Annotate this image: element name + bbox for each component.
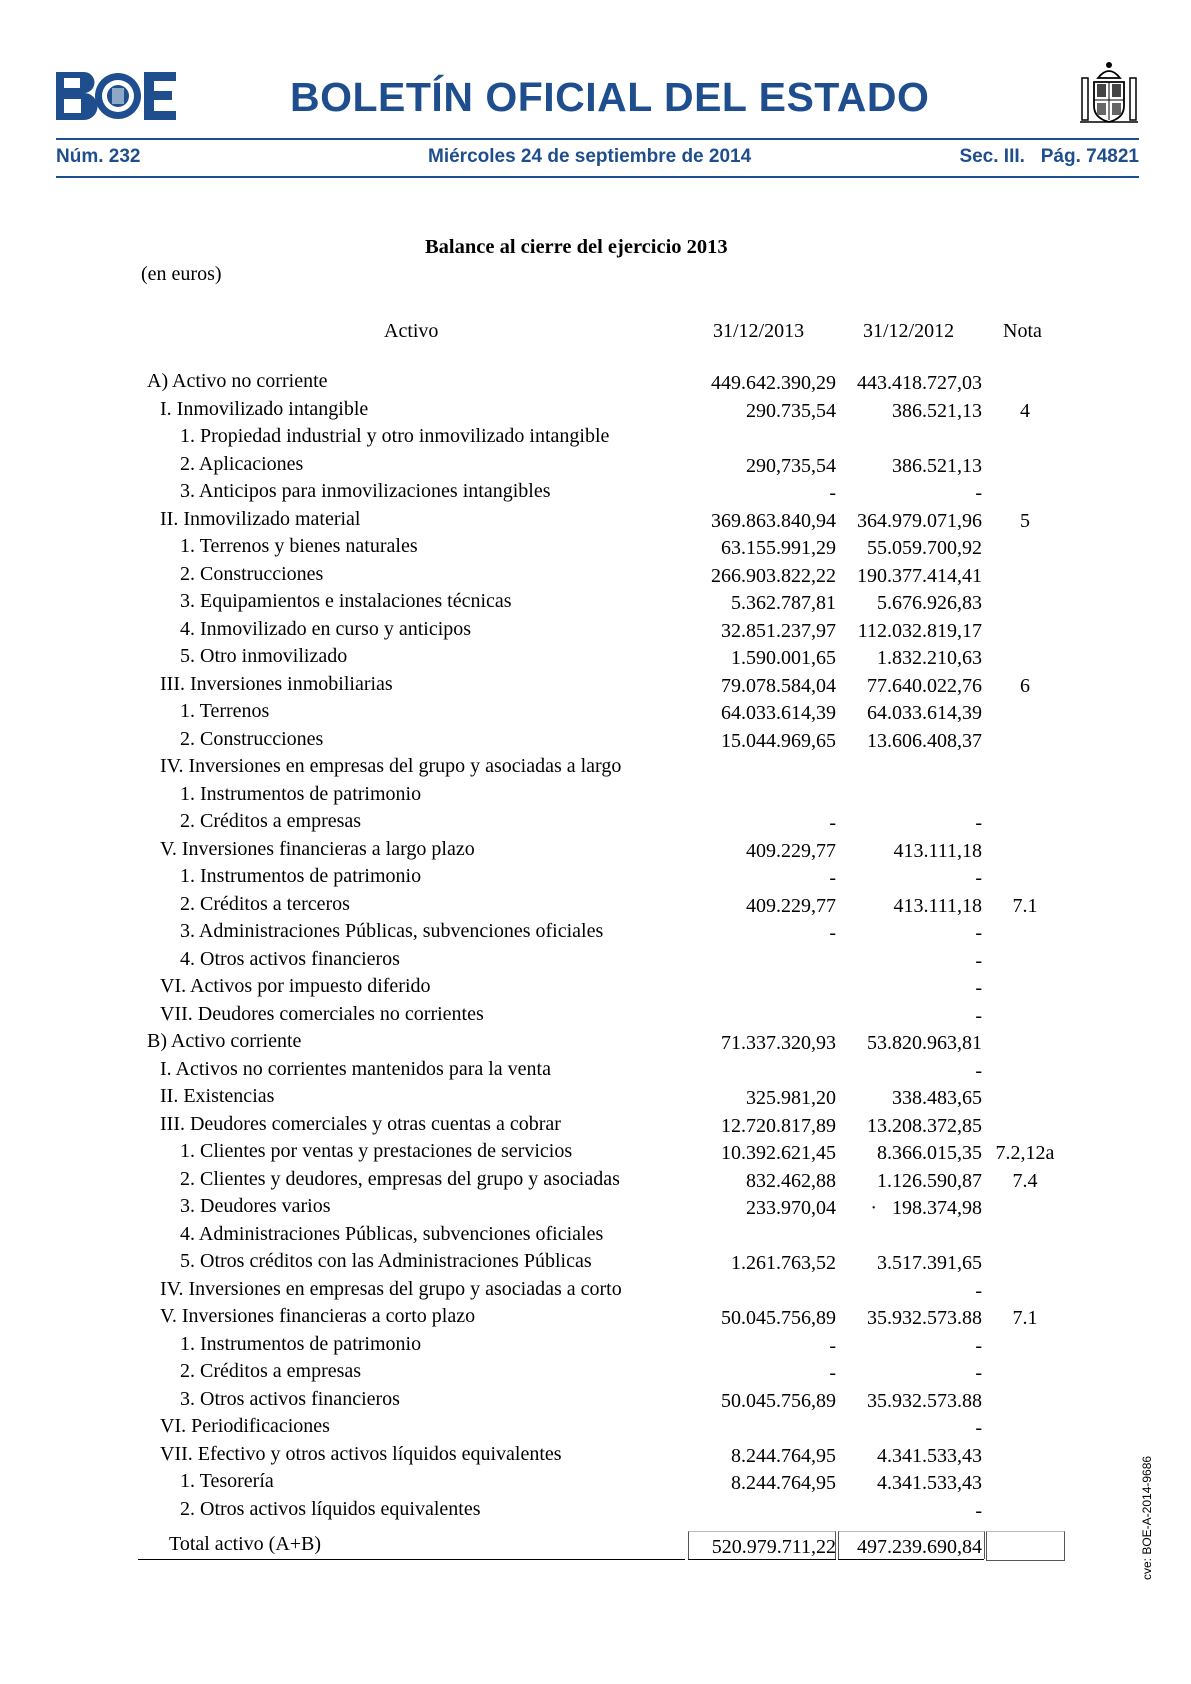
row-value-2013: 12.720.817,89: [721, 1114, 836, 1137]
coat-of-arms-icon: [1078, 60, 1140, 126]
row-value-2013: 50.045.756,89: [721, 1389, 836, 1412]
row-label: 2. Otros activos líquidos equivalentes: [180, 1497, 481, 1520]
row-value-2013: 1.261.763,52: [731, 1252, 836, 1274]
section-page: Sec. III. Pág. 74821: [959, 146, 1139, 167]
publication-title: BOLETÍN OFICIAL DEL ESTADO: [290, 74, 930, 120]
total-rule-2012: [838, 1559, 984, 1560]
row-label: 5. Otro inmovilizado: [180, 645, 348, 667]
row-label: 2. Clientes y deudores, empresas del grupo y asociadas: [180, 1167, 620, 1190]
row-label: 1. Terrenos: [180, 700, 270, 722]
table-row: [0, 673, 1191, 700]
row-nota: 5: [1020, 509, 1030, 532]
row-value-2013: 449.642.390,29: [711, 372, 836, 394]
table-row: [0, 810, 1191, 837]
row-value-2013: 233.970,04: [746, 1197, 836, 1219]
total-value-2013: 520.979.711,22: [711, 1536, 836, 1558]
table-row: [0, 618, 1191, 645]
table-row: [0, 1278, 1191, 1305]
table-row: [0, 1058, 1191, 1085]
table-row: [0, 425, 1191, 452]
table-row: [0, 783, 1191, 810]
table-row: [0, 1003, 1191, 1030]
row-label: VII. Deudores comerciales no corrientes: [160, 1002, 484, 1025]
table-row: [0, 1415, 1191, 1442]
table-row: [0, 1140, 1191, 1167]
row-label: 2. Construcciones: [180, 727, 324, 750]
row-value-2012: · 198.374,98: [870, 1197, 982, 1219]
boe-logo: [56, 72, 176, 120]
table-row: [0, 893, 1191, 920]
row-value-2012: 386.521,13: [892, 399, 982, 422]
table-row: [0, 563, 1191, 590]
row-value-2012: -: [975, 1417, 982, 1439]
row-value-2013: 63.155.991,29: [721, 537, 836, 559]
row-value-2013: -: [829, 812, 836, 834]
total-rule-label: [138, 1559, 685, 1560]
column-header-nota: Nota: [1003, 320, 1042, 342]
row-label: V. Inversiones financieras a largo plazo: [160, 837, 475, 860]
row-label: I. Inmovilizado intangible: [160, 397, 369, 420]
row-label: B) Activo corriente: [147, 1030, 302, 1052]
row-value-2012: 13.208.372,85: [867, 1114, 982, 1137]
table-row: [0, 1195, 1191, 1222]
row-value-2012: 4.341.533,43: [877, 1472, 982, 1494]
row-label: A) Activo no corriente: [147, 370, 328, 392]
row-nota: 4: [1020, 399, 1030, 422]
column-header-2012: 31/12/2012: [863, 320, 955, 342]
total-rule-2013: [688, 1559, 836, 1560]
row-label: VI. Activos por impuesto diferido: [160, 975, 431, 997]
table-row: [0, 1030, 1191, 1057]
row-label: 2. Aplicaciones: [180, 452, 304, 475]
row-value-2013: -: [829, 1362, 836, 1384]
row-value-2012: 190.377.414,41: [857, 564, 982, 587]
row-value-2013: -: [829, 482, 836, 504]
table-row: [0, 1498, 1191, 1525]
row-value-2012: 1.832.210,63: [877, 647, 982, 669]
row-value-2012: -: [975, 977, 982, 999]
row-nota: 6: [1020, 674, 1030, 697]
table-row: [0, 1443, 1191, 1470]
page-header: [0, 0, 1191, 190]
row-value-2013: 8.244.764,95: [731, 1472, 836, 1494]
row-label: 2. Créditos a empresas: [180, 1360, 362, 1382]
row-value-2013: 409.229,77: [746, 839, 836, 862]
table-row: [0, 1168, 1191, 1195]
table-row: [0, 590, 1191, 617]
row-label: 2. Créditos a terceros: [180, 892, 350, 915]
row-value-2012: -: [975, 1059, 982, 1082]
row-value-2012: 443.418.727,03: [857, 372, 982, 394]
row-value-2013: 5.362.787,81: [731, 592, 836, 614]
row-value-2012: 8.366.015,35: [877, 1142, 982, 1164]
row-value-2012: 112.032.819,17: [857, 619, 982, 642]
table-row: [0, 865, 1191, 892]
table-row: [0, 645, 1191, 672]
table-row: [0, 370, 1191, 397]
total-row: [0, 1531, 1191, 1561]
row-value-2012: 77.640.022,76: [867, 674, 982, 697]
row-value-2013: 290.735,54: [746, 399, 836, 422]
row-value-2013: 32.851.237,97: [721, 619, 836, 642]
row-label: VI. Periodificaciones: [160, 1415, 330, 1437]
table-row: [0, 728, 1191, 755]
row-value-2013: 409.229,77: [746, 894, 836, 917]
header-rule-bottom: [56, 176, 1139, 178]
cve-code: cve: BOE-A-2014-9686: [1140, 1455, 1154, 1580]
row-label: IV. Inversiones en empresas del grupo y asociadas a corto: [160, 1277, 622, 1300]
row-value-2012: -: [975, 482, 982, 504]
row-label: 5. Otros créditos con las Administraciones Públicas: [180, 1250, 592, 1272]
row-value-2013: 71.337.320,93: [721, 1032, 836, 1054]
row-value-2012: -: [975, 922, 982, 944]
header-rule-top: [56, 138, 1139, 140]
table-row: [0, 755, 1191, 782]
issue-number: Núm. 232: [56, 146, 141, 167]
table-row: [0, 1470, 1191, 1497]
row-value-2013: 325.981,20: [746, 1087, 836, 1109]
row-label: 3. Otros activos financieros: [180, 1387, 400, 1410]
row-value-2013: 50.045.756,89: [721, 1307, 836, 1329]
row-value-2012: -: [975, 1279, 982, 1302]
column-header-2013: 31/12/2013: [713, 320, 805, 342]
row-label: 4. Otros activos financieros: [180, 947, 400, 970]
row-value-2012: 5.676.926,83: [877, 592, 982, 614]
row-label: 1. Tesorería: [180, 1470, 274, 1492]
table-row: [0, 1113, 1191, 1140]
row-value-2012: 413.111,18: [893, 894, 982, 917]
row-value-2012: -: [975, 1334, 982, 1357]
row-value-2013: 8.244.764,95: [731, 1444, 836, 1467]
table-row: [0, 700, 1191, 727]
row-label: 2. Créditos a empresas: [180, 810, 362, 832]
row-label: V. Inversiones financieras a corto plazo: [160, 1305, 476, 1327]
row-value-2012: 3.517.391,65: [877, 1252, 982, 1274]
row-label: IV. Inversiones en empresas del grupo y asociadas a largo: [160, 755, 622, 777]
row-value-2013: 64.033.614,39: [721, 702, 836, 724]
row-label: II. Inmovilizado material: [160, 507, 361, 530]
issue-date: Miércoles 24 de septiembre de 2014: [428, 146, 752, 167]
row-label: 1. Instrumentos de patrimonio: [180, 782, 422, 805]
row-label: 1. Instrumentos de patrimonio: [180, 1332, 422, 1355]
row-value-2013: 1.590.001,65: [731, 647, 836, 669]
row-value-2012: 338.483,65: [892, 1087, 982, 1109]
row-label: 4. Inmovilizado en curso y anticipos: [180, 617, 472, 640]
row-value-2012: 13.606.408,37: [867, 729, 982, 752]
row-value-2012: -: [975, 812, 982, 834]
table-row: [0, 1388, 1191, 1415]
row-nota: 7.1: [1012, 1307, 1038, 1329]
row-value-2012: 35.932.573.88: [867, 1307, 982, 1329]
row-label: III. Inversiones inmobiliarias: [160, 672, 393, 695]
table-row: [0, 1360, 1191, 1387]
table-row: [0, 1333, 1191, 1360]
row-value-2012: -: [975, 1362, 982, 1384]
row-value-2012: -: [975, 949, 982, 972]
row-value-2013: 369.863.840,94: [711, 509, 836, 532]
row-value-2013: 15.044.969,65: [721, 729, 836, 752]
row-nota: 7.1: [1012, 894, 1038, 917]
row-value-2012: 4.341.533,43: [877, 1444, 982, 1467]
row-value-2013: 290,735,54: [746, 454, 836, 477]
row-value-2012: 64.033.614,39: [867, 702, 982, 724]
row-value-2013: 10.392.621,45: [721, 1142, 836, 1164]
total-label: Total activo (A+B): [169, 1533, 322, 1555]
table-row: [0, 838, 1191, 865]
row-label: 3. Administraciones Públicas, subvenciones oficiales: [180, 920, 604, 942]
row-value-2013: 832.462,88: [746, 1169, 836, 1192]
total-box-nota: [986, 1531, 1065, 1561]
table-row: [0, 535, 1191, 562]
row-label: 2. Construcciones: [180, 562, 324, 585]
column-header-activo: Activo: [384, 320, 439, 342]
row-value-2012: 1.126.590,87: [877, 1169, 982, 1192]
table-row: [0, 1085, 1191, 1112]
table-row: [0, 975, 1191, 1002]
row-value-2012: 413.111,18: [893, 839, 982, 862]
row-value-2012: 364.979.071,96: [857, 509, 982, 532]
row-value-2012: 53.820.963,81: [867, 1032, 982, 1054]
table-row: [0, 920, 1191, 947]
table-row: [0, 948, 1191, 975]
row-value-2012: 386.521,13: [892, 454, 982, 477]
row-label: 1. Clientes por ventas y prestaciones de servicios: [180, 1140, 573, 1162]
table-row: [0, 453, 1191, 480]
row-label: 1. Terrenos y bienes naturales: [180, 535, 418, 557]
table-row: [0, 508, 1191, 535]
row-label: 1. Instrumentos de patrimonio: [180, 865, 422, 887]
row-label: 1. Propiedad industrial y otro inmovilizado intangible: [180, 425, 610, 447]
row-value-2012: -: [975, 867, 982, 889]
row-nota: 7.4: [1012, 1169, 1038, 1192]
row-nota: 7.2,12a: [995, 1142, 1055, 1164]
row-value-2012: -: [975, 1499, 982, 1522]
row-value-2012: -: [975, 1004, 982, 1027]
row-label: 3. Deudores varios: [180, 1195, 331, 1217]
table-row: [0, 480, 1191, 507]
row-label: II. Existencias: [160, 1085, 275, 1107]
table-row: [0, 1305, 1191, 1332]
table-row: [0, 1223, 1191, 1250]
row-value-2013: -: [829, 922, 836, 944]
row-label: III. Deudores comerciales y otras cuentas a cobrar: [160, 1112, 561, 1135]
row-value-2013: -: [829, 1334, 836, 1357]
row-label: VII. Efectivo y otros activos líquidos equivalentes: [160, 1442, 562, 1465]
row-label: I. Activos no corrientes mantenidos para la venta: [160, 1057, 551, 1080]
row-value-2013: 266.903.822,22: [711, 564, 836, 587]
document-title: Balance al cierre del ejercicio 2013: [425, 236, 728, 258]
table-row: [0, 1250, 1191, 1277]
row-value-2013: 79.078.584,04: [721, 674, 836, 697]
row-value-2012: 55.059.700,92: [867, 537, 982, 559]
row-label: 3. Anticipos para inmovilizaciones intangibles: [180, 480, 551, 502]
total-value-2012: 497.239.690,84: [857, 1536, 982, 1558]
currency-unit: (en euros): [141, 263, 222, 285]
row-label: 4. Administraciones Públicas, subvenciones oficiales: [180, 1222, 604, 1245]
row-value-2012: 35.932.573.88: [867, 1389, 982, 1412]
row-value-2013: -: [829, 867, 836, 889]
row-label: 3. Equipamientos e instalaciones técnicas: [180, 590, 512, 612]
table-row: [0, 398, 1191, 425]
